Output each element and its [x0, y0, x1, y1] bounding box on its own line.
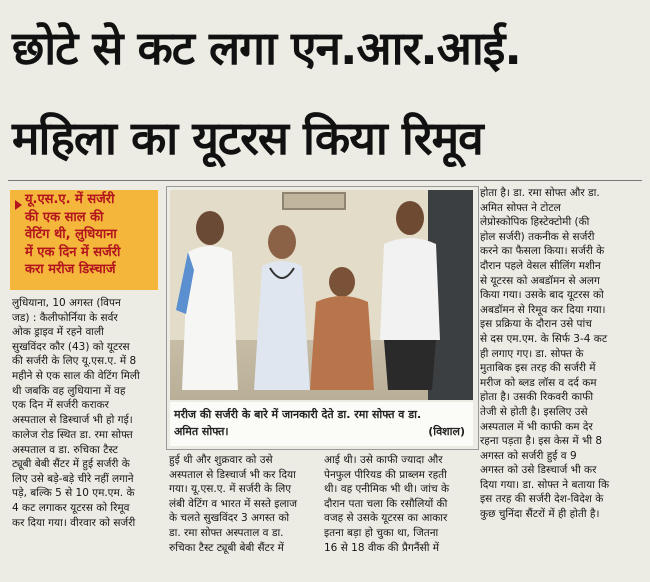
text-line: लुधियाना, 10 अगस्त (विपन — [12, 297, 121, 309]
text-line: अगस्त को सर्जरी हुई व 9 — [480, 449, 577, 462]
column-right — [480, 186, 643, 522]
text-line: से दस एम.एम. के सिर्फ 3-4 कट — [480, 332, 608, 345]
caption-line-1: मरीज की सर्जरी के बारे में जानकारी देते डा. रमा सोफ्त व डा. — [174, 408, 422, 421]
text-line: लेप्रोस्कोपिक हिस्टेक्टोमी (की — [480, 216, 590, 229]
text-line: की सर्जरी के लिए यू.एस.ए. में 8 — [12, 355, 137, 368]
text-line: गया। यू.एस.ए. में सर्जरी के लिए — [169, 483, 292, 496]
text-line: दौरान पहले वेसल सीलिंग मशीन — [480, 259, 601, 272]
text-line: जड) : कैलीफोर्निया के सर्वर — [12, 311, 118, 324]
person-nurse — [176, 211, 238, 390]
text-line: किया गया। उसके बाद यूटरस को — [480, 289, 604, 302]
column-middle — [169, 453, 317, 555]
text-line: रुचिका टैस्ट ट्यूबी बेबी सैंटर में — [169, 541, 284, 554]
text-line: अबडॉमन से रिमूव कर दिया गया। — [480, 303, 606, 316]
text-line: सुखविंदर कौर (43) को यूटरस — [12, 340, 130, 353]
text-line: ही लगाए गए। डा. सोफ्त के — [480, 347, 584, 360]
text-line: इस प्रक्रिया के दौरान उसे पांच — [480, 318, 592, 331]
text-line: थी जबकि वह लुधियाना में वह — [12, 384, 126, 397]
column-left-lower — [12, 428, 162, 530]
column-right-middle — [324, 453, 474, 555]
text-line: कालेज रोड स्थित डा. रमा सोफ्त — [12, 429, 133, 441]
text-line: अस्पताल व डा. रुचिका टैस्ट — [12, 443, 118, 456]
text-line: हुई थी और शुक्रवार को उसे — [169, 454, 273, 466]
text-line: थी। वह एनीमिक भी थी। जांच के — [324, 483, 450, 496]
headline-line-1: छोटे से कट लगा एन.आर.आई. — [12, 21, 521, 75]
highlight-box — [10, 190, 158, 290]
text-line: दौरान पता चला कि रसौलियों की — [324, 497, 448, 510]
text-line: पेनफुल पीरियड की प्राब्लम रहती — [324, 468, 447, 481]
text-line: एक दिन में सर्जरी कराकर — [12, 399, 109, 412]
text-line: से यूटरस को अबडॉमन से अलग — [480, 274, 600, 287]
highlight-line: में एक दिन में सर्जरी — [25, 244, 121, 260]
highlight-line: यू.एस.ए. में सर्जरी — [25, 192, 115, 207]
headline-line-2: महिला का यूटरस किया रिमूव — [12, 111, 483, 165]
text-line: अमित सोफ्त ने टोटल — [480, 201, 561, 214]
text-line: मरीज को ब्लड लॉस व दर्द कम — [480, 376, 597, 389]
text-line: ओक ड्राइव में रहने वाली — [12, 326, 104, 339]
text-line: होल सर्जरी) तकनीक से सर्जरी — [480, 230, 595, 243]
person-patient — [310, 267, 374, 390]
text-line: कुछ चुनिंदा सैंटरों में ही होती है। — [480, 508, 600, 521]
text-line: वजह से उसके यूटरस का आकार — [324, 512, 448, 525]
text-line: लिए उसे बड़े-बड़े चीरे नहीं लगाने — [12, 472, 134, 485]
text-line: पड़े, बल्कि 5 से 10 एम.एम. के — [12, 487, 135, 500]
text-line: के चलते सुखविंदर 3 अगस्त को — [169, 512, 290, 525]
text-line: ट्यूबी बेबी सैंटर में हुई सर्जरी के — [12, 458, 130, 471]
highlight-line: करा मरीज डिस्चार्ज — [25, 262, 116, 277]
person-doctor-man — [380, 201, 440, 390]
text-line: लंबी वेटिंग व भारत में सस्ते इलाज — [169, 497, 298, 510]
text-line: इतना बड़ा हो चुका था, जितना — [324, 526, 439, 539]
text-line: होता है। डा. रमा सोफ्त और डा. — [480, 187, 600, 199]
headline-divider — [8, 180, 642, 181]
photo-credit: (विशाल) — [428, 425, 465, 438]
photo-caption — [170, 402, 473, 446]
highlight-line: की एक साल की — [25, 209, 104, 225]
text-line: डा. रमा सोफ्त अस्पताल व डा. — [169, 526, 284, 539]
caption-line-2: अमित सोफ्त। — [174, 425, 229, 438]
text-line: दिया गया। डा. सोफ्त ने बताया कि — [480, 478, 610, 491]
text-line: अस्पताल से डिस्चार्ज भी हो गई। — [12, 413, 133, 426]
person-doctor-woman — [254, 225, 310, 390]
news-photo — [170, 190, 473, 400]
text-line: अस्पताल से डिस्चार्ज भी कर दिया — [169, 468, 296, 481]
highlight-text — [25, 191, 155, 279]
text-line: महीने से एक साल की वेटिंग मिली — [12, 369, 140, 382]
text-line: तेजी से होती है। इसलिए उसे — [480, 405, 588, 418]
text-line: कर दिया गया। वीरवार को सर्जरी — [12, 516, 136, 529]
text-line: मुताबिक इस तरह की सर्जरी में — [480, 362, 596, 375]
people-illustration — [170, 190, 473, 400]
text-line: इस तरह की सर्जरी देश-विदेश के — [480, 493, 604, 506]
text-line: रहना पड़ता है। इस केस में भी 8 — [480, 435, 603, 448]
bullet-arrow-icon — [15, 200, 22, 210]
text-line: आई थी। उसे काफी ज्यादा और — [324, 454, 443, 466]
text-line: अगस्त को उसे डिस्चार्ज भी कर — [480, 464, 597, 477]
text-line: अस्पताल में भी काफी कम देर — [480, 420, 593, 433]
highlight-line: वेटिंग थी, लुधियाना — [25, 227, 117, 242]
text-line: करने का फैसला किया। सर्जरी के — [480, 245, 605, 258]
text-line: होता है। उसकी रिकवरी काफी — [480, 391, 594, 404]
text-line: 4 कट लगाकर यूटरस को रिमूव — [12, 501, 130, 514]
column-intro — [12, 296, 162, 427]
text-line: 16 से 18 वीक की प्रैगनैंसी में — [324, 541, 440, 554]
